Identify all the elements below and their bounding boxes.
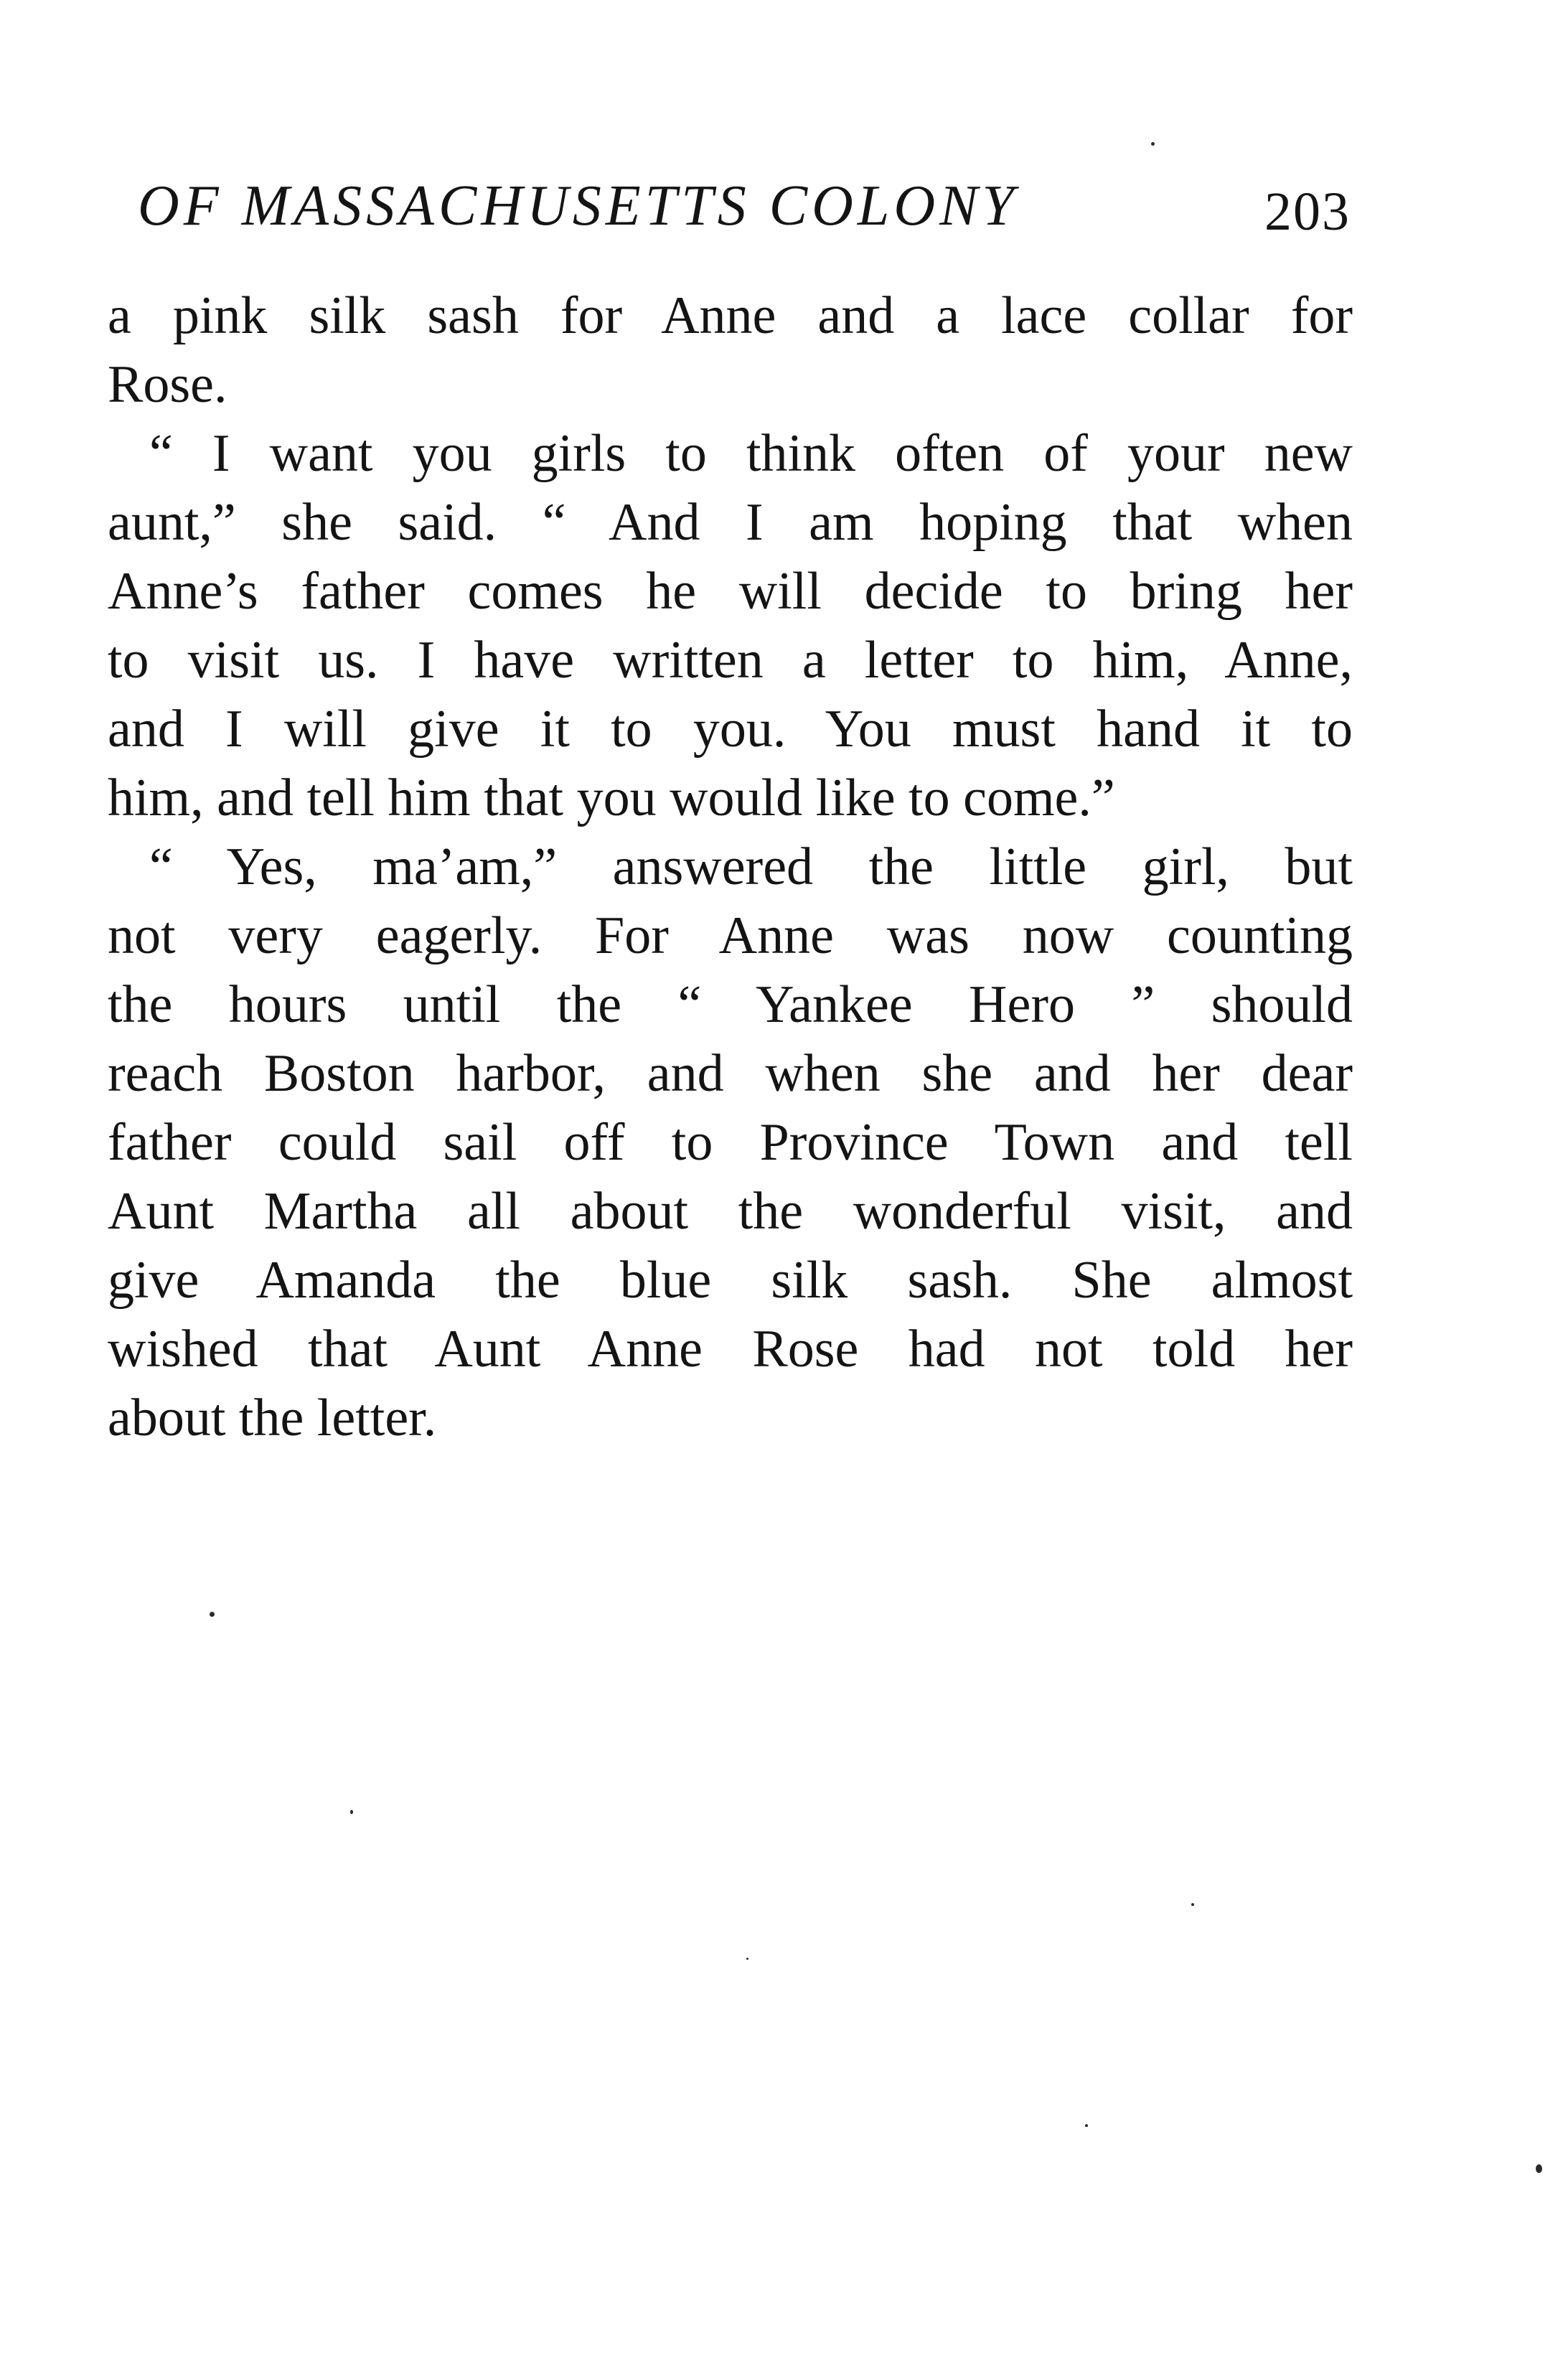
text-line: not very eagerly. For Anne was now counting <box>108 906 1353 965</box>
scan-speck <box>1191 1903 1194 1906</box>
text-line: and I will give it to you. You must hand it to <box>108 700 1353 759</box>
text-line: Aunt Martha all about the wonderful visit, and <box>108 1182 1353 1241</box>
text-line: aunt,” she said. “ And I am hoping that when <box>108 493 1353 552</box>
text-line: give Amanda the blue silk sash. She almost <box>108 1251 1353 1310</box>
text-line: about the letter. <box>108 1389 437 1447</box>
text-line: “ Yes, ma’am,” answered the little girl, but <box>149 837 1353 896</box>
text-line: to visit us. I have written a letter to him, Anne, <box>108 631 1353 690</box>
body-text <box>108 281 1353 1452</box>
text-line: Rose. <box>108 355 227 414</box>
text-line: father could sail off to Province Town and tell <box>108 1113 1353 1172</box>
text-line: Anne’s father comes he will decide to bring her <box>108 562 1353 621</box>
text-line: wished that Aunt Anne Rose had not told her <box>108 1320 1353 1379</box>
scan-speck <box>746 1958 748 1960</box>
scan-speck <box>1085 2124 1088 2127</box>
text-line: reach Boston harbor, and when she and her dear <box>108 1044 1353 1103</box>
running-head <box>138 166 1351 245</box>
text-line: “ I want you girls to think often of your new <box>149 424 1353 483</box>
text-line: a pink silk sash for Anne and a lace collar for <box>108 286 1353 345</box>
scan-speck <box>1151 142 1155 146</box>
running-title: OF MASSACHUSETTS COLONY <box>138 174 1019 238</box>
scan-speck <box>210 1612 215 1617</box>
text-line: the hours until the “ Yankee Hero ” should <box>108 975 1353 1034</box>
page-number: 203 <box>1264 182 1351 242</box>
scan-speck <box>1536 2164 1542 2173</box>
scan-speck <box>350 1810 353 1814</box>
text-line: him, and tell him that you would like to come.” <box>108 769 1115 827</box>
